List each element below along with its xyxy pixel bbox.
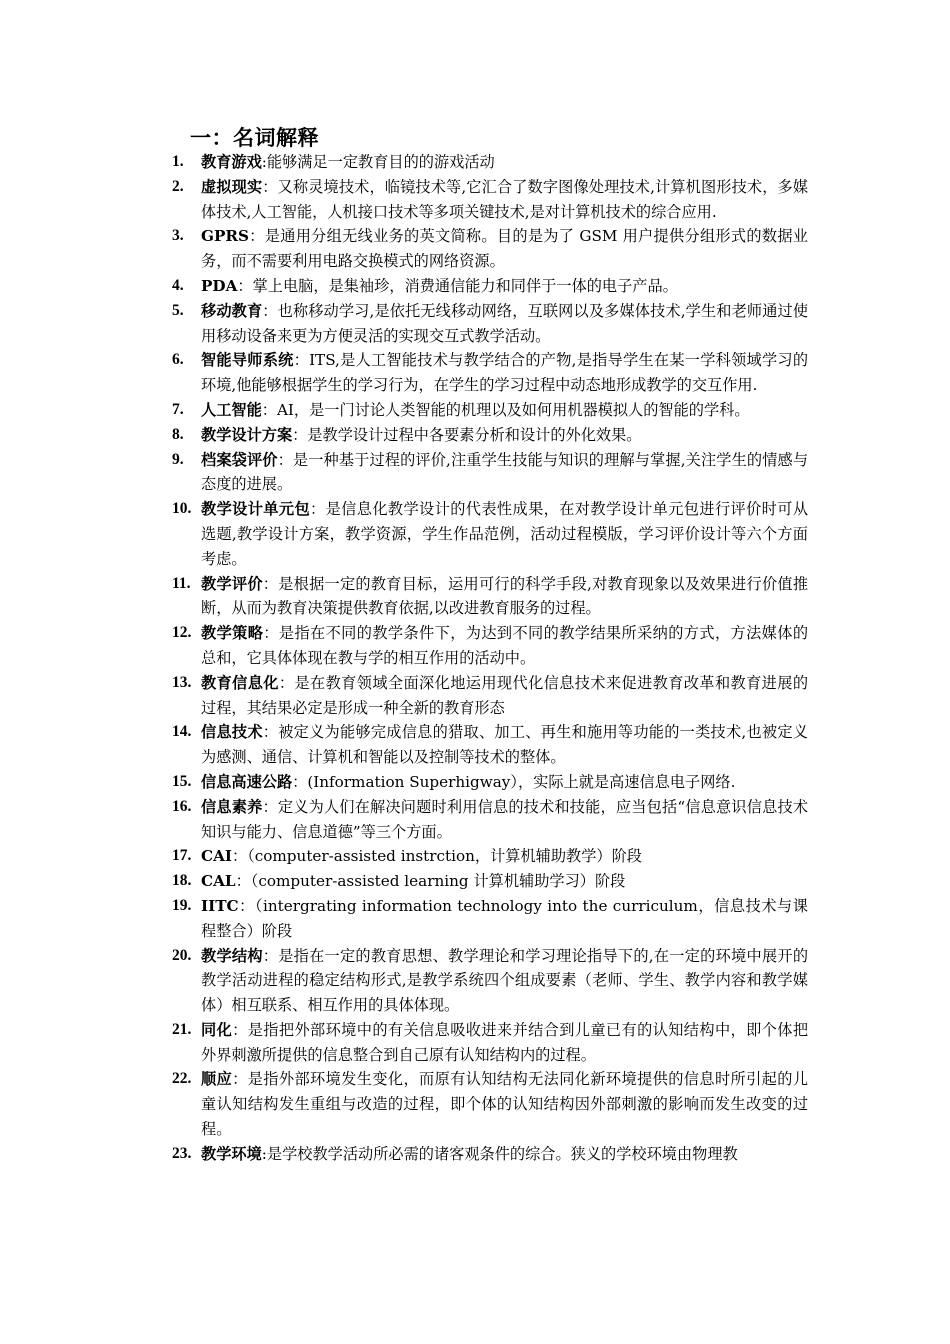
term-definition: 被定义为能够完成信息的猎取、加工、再生和施用等功能的一类技术,也被定义为感测、通信、计算机和智能以及控制等技术的整体。 <box>201 723 809 767</box>
term-definition: 能够满足一定教育目的的游戏活动 <box>266 153 495 171</box>
item-number: 15. <box>172 772 192 790</box>
term-definition: 是指在一定的教育思想、教学理论和学习理论指导下的,在一定的环境中展开的教学活动进程的稳定结构形式,是教学系统四个组成要素（老师、学生、教学内容和教学媒体）相互联系、相互作用的具体体现。 <box>201 946 809 1015</box>
term-separator: ： <box>278 673 295 692</box>
term-definition: 是教学设计过程中各要素分析和设计的外化效果。 <box>307 425 642 444</box>
item-number: 13. <box>172 673 192 691</box>
term-separator: ： <box>263 624 279 643</box>
term-definition: （computer-assisted instrction，计算机辅助教学）阶段 <box>247 847 642 866</box>
term-name: 教育信息化 <box>201 673 279 692</box>
term-definition: 是通用分组无线业务的英文简称。目的是为了 GSM 用户提供分组形式的数据业务，而不需要利用电路交换模式的网络资源。 <box>201 227 808 271</box>
term-name: 人工智能 <box>201 400 262 419</box>
term-definition: 是一种基于过程的评价,注重学生技能与知识的理解与掌握,关注学生的情感与态度的进展。 <box>201 450 809 494</box>
item-number: 1. <box>172 153 184 170</box>
item-number: 19. <box>172 896 192 914</box>
term-definition: 掌上电脑，是集袖珍，消费通信能力和同伴于一体的电子产品。 <box>252 276 678 295</box>
item-number: 16. <box>172 797 192 815</box>
section-heading: 一：名词解释 <box>190 126 319 150</box>
term-definition: AI，是一门讨论人类智能的机理以及如何用机器模拟人的智能的学科。 <box>276 400 750 419</box>
list-item <box>172 299 808 349</box>
item-number: 23. <box>172 1144 192 1162</box>
term-list <box>172 150 808 1167</box>
term-separator: ： <box>261 400 277 419</box>
item-number: 22. <box>172 1070 192 1088</box>
term-name: 同化 <box>201 1020 233 1039</box>
list-item <box>172 621 808 671</box>
term-name: 信息技术 <box>201 723 263 742</box>
term-separator: ： <box>238 896 255 915</box>
item-number: 9. <box>172 450 184 468</box>
term-definition: 是根据一定的教育目标，运用可行的科学手段,对教育现象以及效果进行价值推断，从而为教育决策提供教育依据,以改进教育服务的过程。 <box>201 574 809 618</box>
item-number: 10. <box>172 500 192 518</box>
item-number: 5. <box>172 301 184 319</box>
term-definition: 是在教育领域全面深化地运用现代化信息技术来促进教育改革和教育进展的过程，其结果必定是形成一种全新的教育形态 <box>201 673 809 717</box>
list-item <box>172 795 808 845</box>
item-number: 3. <box>172 227 184 245</box>
item-number: 7. <box>172 400 184 418</box>
term-definition: 是指在不同的教学条件下，为达到不同的教学结果所采纳的方式，方法媒体的总和，它具体体现在教与学的相互作用的活动中。 <box>201 624 809 667</box>
term-name: 教学评价 <box>201 574 263 593</box>
term-name: CAL <box>201 872 236 891</box>
term-definition: (Information Superhigway），实际上就是高速信息电子网络. <box>307 772 736 791</box>
list-item <box>172 1142 808 1167</box>
list-item <box>172 1018 808 1068</box>
term-definition: ITS,是人工智能技术与教学结合的产物,是指导学生在某一学科领域学习的环境,他能够根据学生的学习行为，在学生的学习过程中动态地形成教学的交互作用. <box>201 351 809 395</box>
term-separator: ： <box>262 177 278 196</box>
term-name: 信息素养 <box>201 797 263 816</box>
term-separator: ： <box>262 723 279 742</box>
list-item <box>172 844 808 869</box>
list-item <box>172 869 808 894</box>
term-name: 信息高速公路 <box>201 772 293 791</box>
item-number: 18. <box>172 872 192 890</box>
list-item <box>172 671 808 721</box>
item-number: 4. <box>172 276 184 294</box>
list-item <box>172 944 808 1018</box>
term-separator: ： <box>232 1020 248 1039</box>
list-item <box>172 274 808 299</box>
list-item <box>172 894 808 944</box>
term-name: 教学环境 <box>201 1144 262 1163</box>
term-definition: 是信息化教学设计的代表性成果，在对教学设计单元包进行评价时可从选题,教学设计方案，教学资源，学生作品范例，活动过程模版，学习评价设计等六个方面考虑。 <box>201 500 809 568</box>
list-item <box>172 572 808 622</box>
term-name: 移动教育 <box>201 301 263 320</box>
term-name: 虚拟现实 <box>201 177 263 196</box>
term-separator: ： <box>262 301 278 320</box>
term-definition: 是指把外部环境中的有关信息吸收进来并结合到儿童已有的认知结构中，即个体把外界刺激所提供的信息整合到自己原有认知结构内的过程。 <box>201 1020 809 1064</box>
term-definition: 是学校教学活动所必需的诸客观条件的综合。狭义的学校环境由物理教 <box>266 1144 738 1163</box>
term-name: 智能导师系统 <box>201 351 294 370</box>
term-separator: ： <box>248 227 265 246</box>
list-item <box>172 224 808 274</box>
term-separator: ： <box>293 351 310 370</box>
term-name: 教学结构 <box>201 946 263 965</box>
term-definition: 是指外部环境发生变化，而原有认知结构无法同化新环境提供的信息时所引起的儿童认知结构发生重组与改造的过程，即个体的认知结构因外部刺激的影响而发生改变的过程。 <box>201 1070 809 1139</box>
term-separator: ： <box>277 450 293 469</box>
term-name: 教育游戏 <box>201 153 262 171</box>
term-separator: ： <box>237 276 253 295</box>
list-item <box>172 720 808 770</box>
term-separator: ： <box>262 946 279 965</box>
term-separator: ： <box>262 797 278 816</box>
term-definition: 又称灵境技术，临镜技术等,它汇合了数字图像处理技术,计算机图形技术，多媒体技术,人工智能，人机接口技术等多项关键技术,是对计算机技术的综合应用. <box>201 177 809 221</box>
term-separator: ： <box>232 1070 248 1089</box>
term-separator: ： <box>292 425 308 444</box>
item-number: 12. <box>172 624 192 642</box>
term-definition: 也称移动学习,是依托无线移动网络，互联网以及多媒体技术,学生和老师通过使用移动设备来更为方便灵活的实现交互式教学活动。 <box>201 301 809 345</box>
item-number: 20. <box>172 946 192 964</box>
term-name: 教学设计单元包 <box>201 500 311 519</box>
term-separator: ： <box>292 772 308 791</box>
item-number: 17. <box>172 847 192 865</box>
item-number: 8. <box>172 425 184 443</box>
term-name: PDA <box>201 276 238 295</box>
term-name: 顺应 <box>201 1070 233 1089</box>
term-name: 档案袋评价 <box>201 450 278 469</box>
list-item <box>172 175 808 225</box>
item-number: 21. <box>172 1020 192 1038</box>
term-name: CAI <box>201 847 232 866</box>
list-item <box>172 770 808 795</box>
term-name: IITC <box>201 896 239 915</box>
term-definition: （intergrating information technology into the curriculum，信息技术与课程整合）阶段 <box>201 896 808 940</box>
list-item <box>172 398 808 423</box>
list-item <box>172 1067 808 1141</box>
term-separator: : <box>261 153 267 171</box>
term-separator: ： <box>262 574 279 593</box>
item-number: 2. <box>172 177 184 195</box>
list-item <box>172 150 808 175</box>
item-number: 14. <box>172 723 192 741</box>
term-name: GPRS <box>201 227 249 246</box>
term-definition: 定义为人们在解决问题时利用信息的技术和技能，应当包括“信息意识信息技术知识与能力、信息道德”等三个方面。 <box>201 797 809 841</box>
list-item <box>172 448 808 498</box>
term-name: 教学策略 <box>201 624 264 643</box>
term-separator: ： <box>235 872 251 891</box>
list-item <box>172 497 808 571</box>
term-separator: : <box>261 1144 267 1163</box>
list-item <box>172 348 808 398</box>
term-separator: ： <box>231 847 248 866</box>
term-separator: ： <box>310 500 326 519</box>
term-name: 教学设计方案 <box>201 425 293 444</box>
item-number: 11. <box>172 574 191 592</box>
term-definition: （computer-assisted learning 计算机辅助学习）阶段 <box>250 872 626 891</box>
item-number: 6. <box>172 351 184 369</box>
list-item <box>172 423 808 448</box>
